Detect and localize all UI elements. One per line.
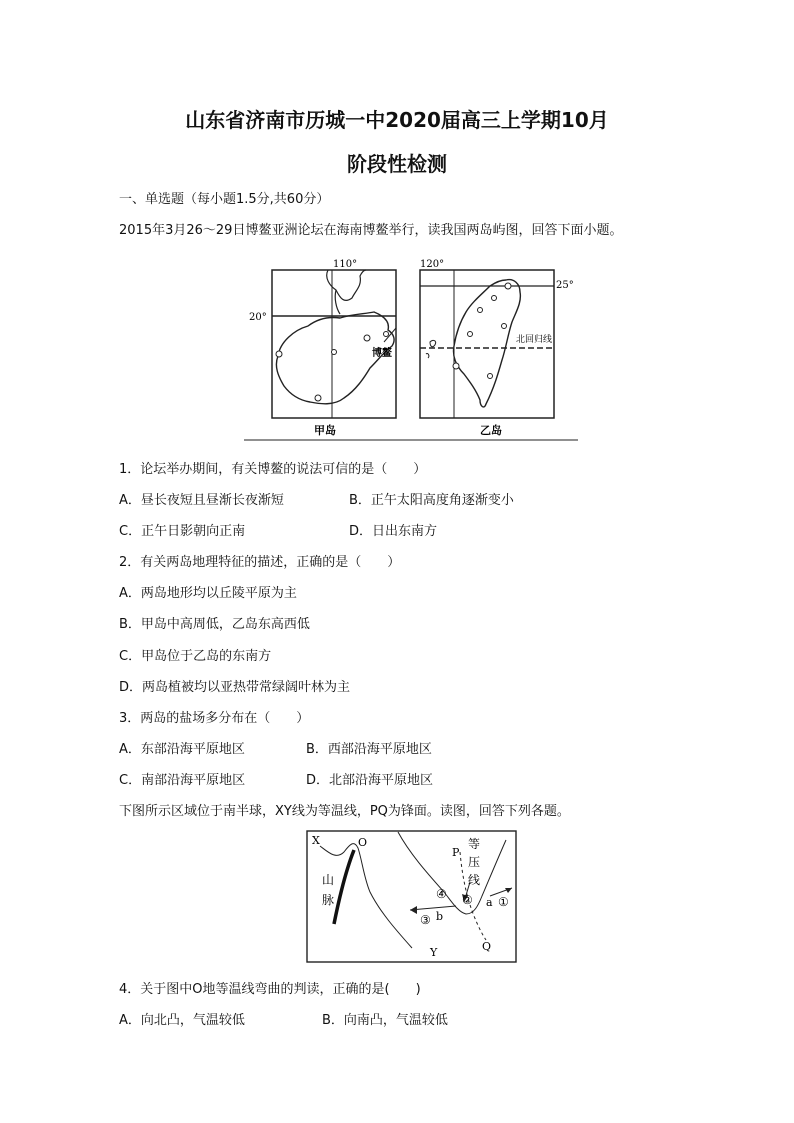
fig-label-isobar-3: 线 bbox=[468, 873, 481, 887]
q4-option-b: B．向南凸，气温较低 bbox=[322, 1013, 448, 1028]
fig-circle-4: ④ bbox=[436, 887, 447, 901]
q2-option-a: A．两岛地形均以丘陵平原为主 bbox=[119, 586, 297, 601]
map-caption-right: 乙岛 bbox=[480, 424, 502, 437]
q2-option-c: C．甲岛位于乙岛的东南方 bbox=[119, 649, 272, 664]
q1-option-c: C．正午日影朝向正南 bbox=[119, 524, 246, 539]
fig-label-p: P bbox=[452, 846, 460, 859]
fig-label-x: X bbox=[312, 834, 320, 847]
q1-option-a: A．昼长夜短且昼渐长夜渐短 bbox=[119, 493, 284, 508]
fig-circle-1: ① bbox=[498, 895, 509, 909]
map-lon-left: 110° bbox=[333, 259, 358, 270]
intro-paragraph-1: 2015年3月26～29日博鳌亚洲论坛在海南博鳌举行，读我国两岛屿图，回答下面小题。 bbox=[119, 223, 623, 238]
fig-label-b: b bbox=[436, 910, 444, 923]
fig-label-mountain-1: 山 bbox=[322, 873, 335, 887]
map-panel-left bbox=[272, 270, 396, 418]
intro-paragraph-2: 下图所示区域位于南半球，XY线为等温线，PQ为锋面。读图，回答下列各题。 bbox=[119, 804, 570, 819]
q1-option-d: D．日出东南方 bbox=[349, 524, 438, 539]
q2-option-d: D．两岛植被均以亚热带常绿阔叶林为主 bbox=[119, 680, 351, 695]
map-lon-right: 120° bbox=[420, 259, 445, 270]
boao-label: 博鳌 bbox=[372, 348, 392, 359]
q2-option-b: B．甲岛中高周低，乙岛东高西低 bbox=[119, 617, 310, 632]
q4-option-a: A．向北凸，气温较低 bbox=[119, 1013, 245, 1028]
q3-option-c: C．南部沿海平原地区 bbox=[119, 773, 246, 788]
map-caption-left: 甲岛 bbox=[314, 424, 336, 437]
document-title-line2: 阶段性检测 bbox=[347, 152, 447, 176]
q3-option-b: B．西部沿海平原地区 bbox=[306, 742, 432, 757]
fig-circle-2: ② bbox=[462, 893, 473, 907]
q4-stem: 4．关于图中O地等温线弯曲的判读，正确的是( ) bbox=[119, 982, 421, 997]
map-lat-right: 25° bbox=[556, 280, 574, 291]
section-heading: 一、单选题（每小题1.5分,共60分） bbox=[119, 192, 330, 207]
fig-label-a: a bbox=[486, 896, 493, 909]
fig-label-q: Q bbox=[482, 940, 492, 953]
fig-circle-3: ③ bbox=[420, 913, 431, 927]
island-b-outline bbox=[453, 280, 520, 407]
mainland-coast bbox=[327, 270, 366, 300]
fig-label-mountain-2: 脉 bbox=[322, 893, 335, 907]
q3-stem: 3．两岛的盐场多分布在（ ） bbox=[119, 711, 310, 726]
front-isotherm-figure bbox=[306, 830, 518, 964]
q1-option-b: B．正午太阳高度角逐渐变小 bbox=[349, 493, 514, 508]
mountain-ridge bbox=[334, 850, 354, 924]
fig-label-y: Y bbox=[430, 946, 438, 959]
map-lat-left: 20° bbox=[249, 312, 267, 323]
q3-option-a: A．东部沿海平原地区 bbox=[119, 742, 245, 757]
fig-label-isobar-1: 等 bbox=[468, 837, 481, 851]
tropic-label: 北回归线 bbox=[516, 335, 553, 345]
q1-stem: 1．论坛举办期间，有关博鳌的说法可信的是（ ） bbox=[119, 462, 427, 477]
fig-label-isobar-2: 压 bbox=[468, 855, 481, 869]
fig-label-o: O bbox=[358, 836, 368, 849]
document-title-line1: 山东省济南市历城一中2020届高三上学期10月 bbox=[185, 108, 609, 132]
island-map-figure bbox=[244, 256, 580, 444]
q3-option-d: D．北部沿海平原地区 bbox=[306, 773, 434, 788]
q2-stem: 2．有关两岛地理特征的描述，正确的是（ ） bbox=[119, 555, 401, 570]
